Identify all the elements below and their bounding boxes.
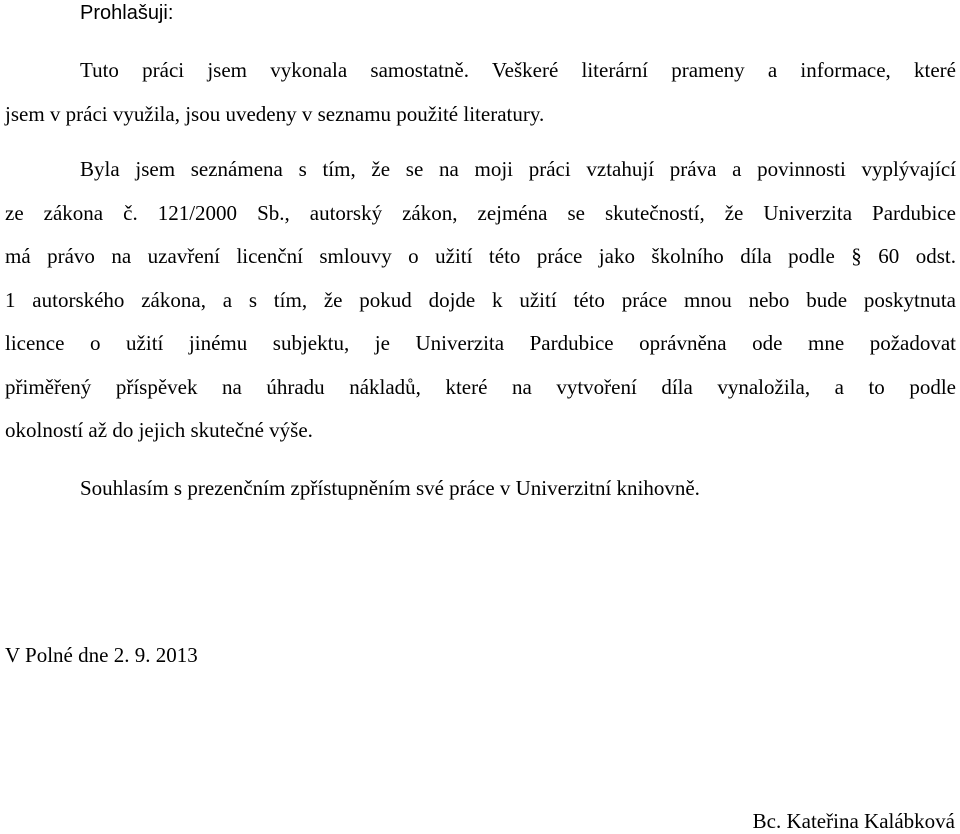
paragraph-line: Tuto práci jsem vykonala samostatně. Veškeré literární prameny a informace, které [80,58,956,82]
paragraph-line: licence o užití jinému subjektu, je Univerzita Pardubice oprávněna ode mne požadovat [5,331,956,355]
paragraph-line: jsem v práci využila, jsou uvedeny v seznamu použité literatury. [5,101,545,126]
paragraph-rights [5,148,956,453]
paragraph-line: ze zákona č. 121/2000 Sb., autorský zákon, zejména se skutečností, že Univerzita Pardubice [5,200,956,225]
paragraph-line: Souhlasím s prezenčním zpřístupněním své práce v Univerzitní knihovně. [80,476,700,500]
paragraph-authorship [5,49,956,136]
paragraph-line: okolností až do jejich skutečné výše. [5,418,313,442]
declaration-heading: Prohlašuji: [80,2,174,24]
paragraph-line: Byla jsem seznámena s tím, že se na moji práci vztahují práva a povinnosti vyplývající [80,157,956,181]
paragraph-consent [5,467,956,511]
paragraph-line: 1 autorského zákona, a s tím, že pokud dojde k užití této práce mnou nebo bude poskytnuta [5,287,956,312]
paragraph-line: přiměřený příspěvek na úhradu nákladů, které na vytvoření díla vynaložila, a to podle [5,374,956,399]
place-and-date: V Polné dne 2. 9. 2013 [5,643,198,667]
author-signature: Bc. Kateřina Kalábková [752,809,955,833]
paragraph-line: má právo na uzavření licenční smlouvy o užití této práce jako školního díla podle § 60 odst. [5,244,956,268]
